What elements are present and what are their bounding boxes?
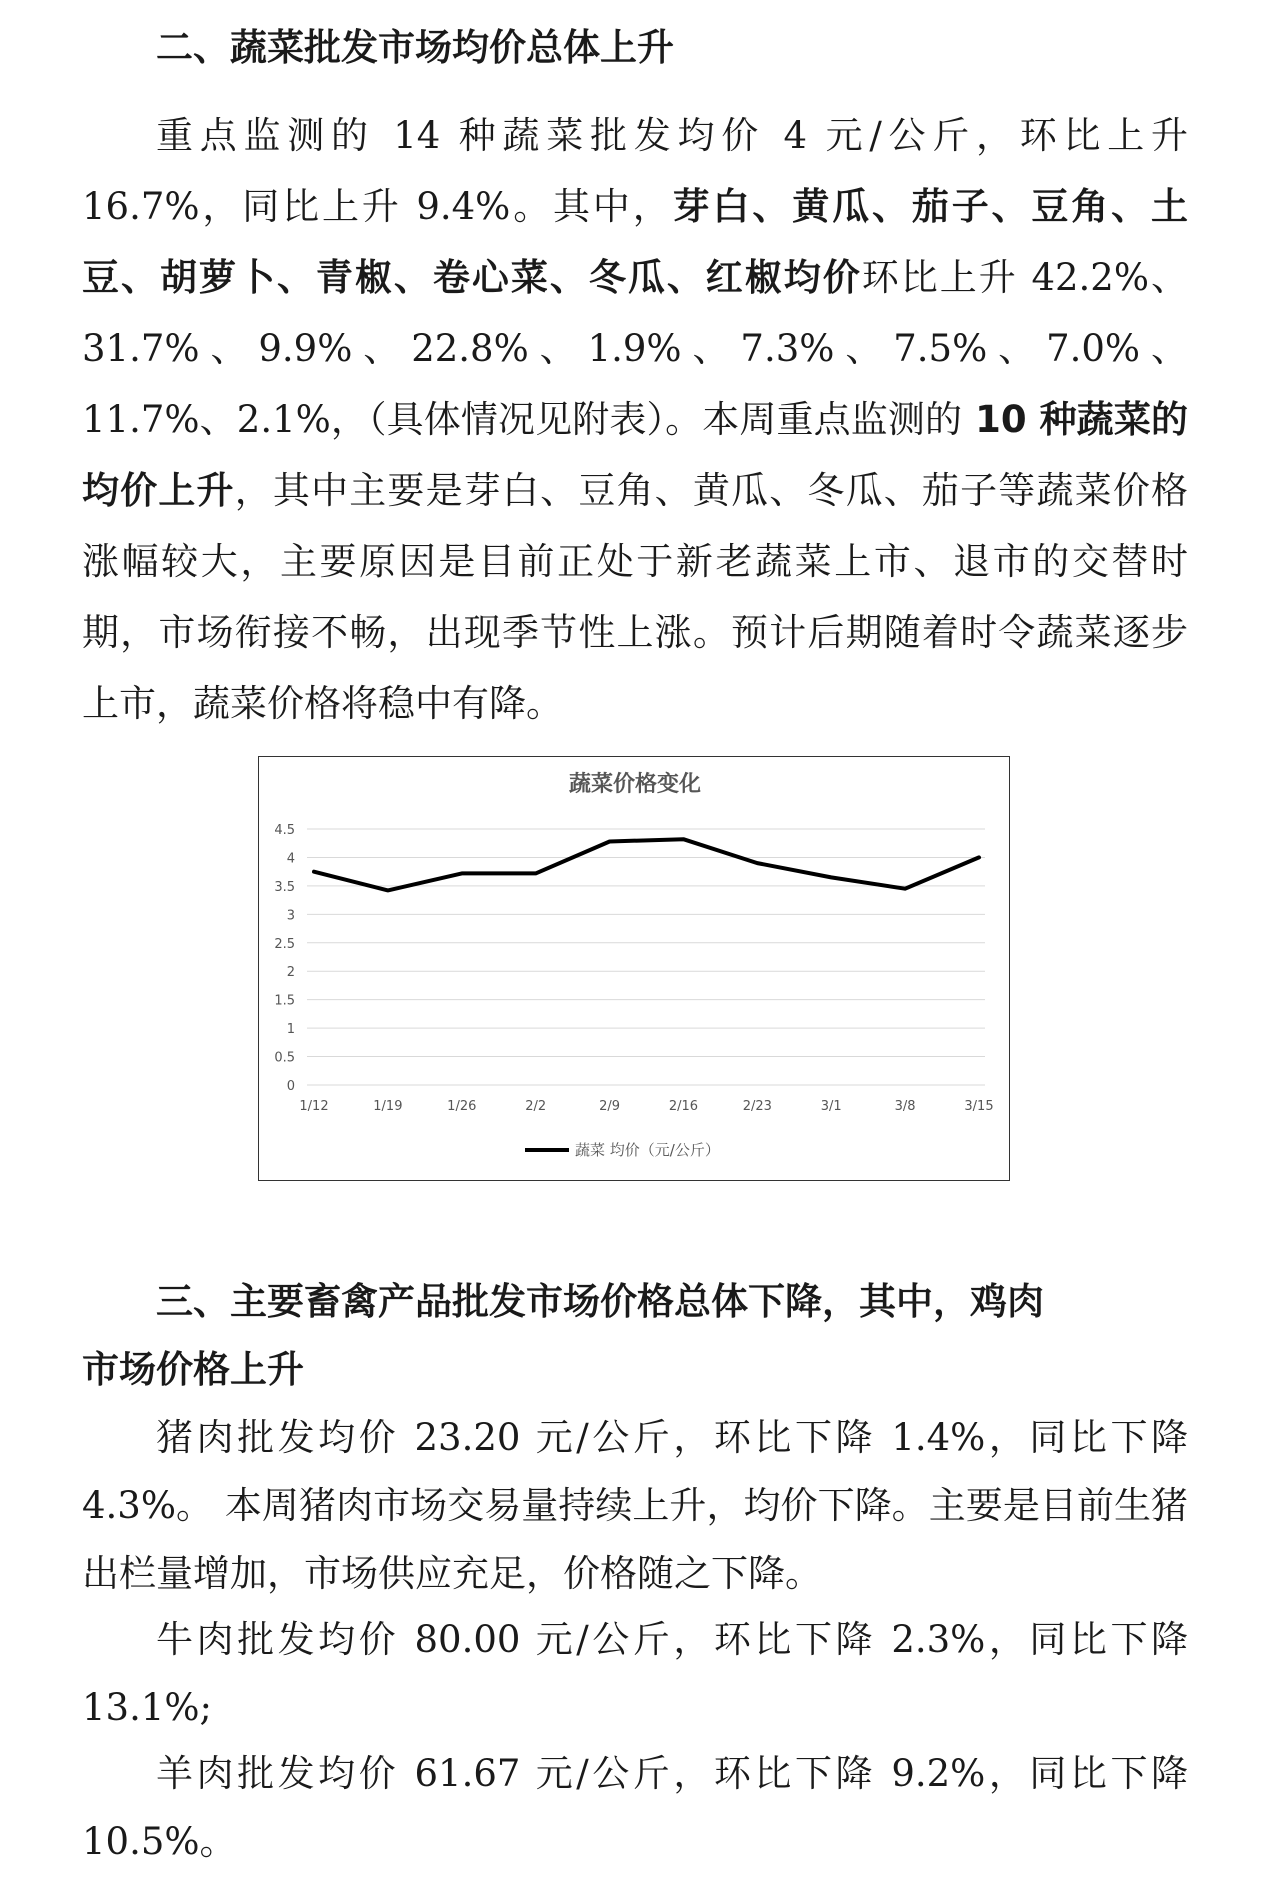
y-tick-label: 2	[286, 965, 295, 981]
section3-heading	[82, 1268, 1188, 1404]
x-tick-label: 3/15	[964, 1099, 994, 1114]
section2-text-b: 环比上升 42.2%、31.7%、9.9%、22.8%、1.9%、7.3%、7.5%、7.0%、11.7%、2.1%，（具体情况见附表）。本周重点监测的	[82, 256, 1188, 441]
series-line-vegetable-avg	[314, 839, 979, 890]
chart-title: 蔬菜价格变化	[568, 772, 702, 797]
y-tick-label: 4	[286, 851, 295, 867]
x-tick-label: 1/26	[447, 1099, 477, 1114]
y-tick-label: 2.5	[274, 936, 295, 952]
x-tick-label: 2/16	[668, 1099, 699, 1114]
section2-paragraph	[82, 100, 1188, 739]
section2-heading: 二、蔬菜批发市场均价总体上升	[156, 26, 674, 69]
legend-label: 蔬菜 均价（元/公斤）	[575, 1141, 720, 1159]
y-tick-label: 3.5	[274, 879, 295, 895]
x-tick-label: 3/1	[820, 1099, 842, 1114]
y-tick-label: 0.5	[274, 1050, 295, 1066]
chart-grid	[307, 829, 985, 1085]
y-tick-label: 1.5	[274, 993, 295, 1009]
chart-x-axis	[299, 1099, 993, 1114]
section2-bold-ten-vegetables: 10 种蔬菜的均价上升	[82, 398, 1188, 512]
y-tick-label: 0	[286, 1079, 295, 1094]
x-tick-label: 1/12	[299, 1099, 329, 1114]
x-tick-label: 1/19	[373, 1099, 403, 1114]
beef-paragraph: 牛肉批发均价 80.00 元/公斤，环比下降 2.3%，同比下降 13.1%;	[82, 1618, 1188, 1729]
section2-text-a: 重点监测的 14 种蔬菜批发均价 4 元/公斤，环比上升 16.7%，同比上升 9.4%。其中，	[82, 114, 1188, 228]
x-tick-label: 2/9	[599, 1099, 621, 1114]
mutton-paragraph: 羊肉批发均价 61.67 元/公斤，环比下降 9.2%，同比下降 10.5%。	[82, 1752, 1188, 1863]
x-tick-label: 3/8	[894, 1099, 916, 1114]
y-tick-label: 1	[286, 1022, 295, 1038]
section2-bold-vegetables: 芽白、黄瓜、茄子、豆角、土豆、胡萝卜、青椒、卷心菜、冬瓜、红椒均价	[82, 185, 1188, 299]
pork-paragraph: 猪肉批发均价 23.20 元/公斤，环比下降 1.4%，同比下降 4.3%。 本周猪肉市场交易量持续上升，均价下降。主要是目前生猪出栏量增加，市场供应充足，价格随之下降。	[82, 1416, 1188, 1595]
x-tick-label: 2/23	[742, 1099, 772, 1114]
section2-text-c: ，其中主要是芽白、豆角、黄瓜、冬瓜、茄子等蔬菜价格涨幅较大，主要原因是目前正处于新老蔬菜上市、退市的交替时期，市场衔接不畅，出现季节性上涨。预计后期随着时令蔬菜逐步上市，蔬菜价格将稳中有降。	[82, 469, 1189, 725]
x-tick-label: 2/2	[525, 1099, 547, 1114]
y-tick-label: 4.5	[274, 823, 295, 838]
chart-legend	[525, 1141, 720, 1159]
section3-heading-line1: 三、主要畜禽产品批发市场价格总体下降，其中，鸡肉	[156, 1280, 1044, 1323]
y-tick-label: 3	[286, 908, 295, 924]
section3-heading-line2: 市场价格上升	[82, 1348, 304, 1391]
chart-y-axis	[274, 823, 295, 1094]
vegetable-price-chart	[258, 756, 1010, 1181]
chart-svg	[259, 757, 1011, 1182]
